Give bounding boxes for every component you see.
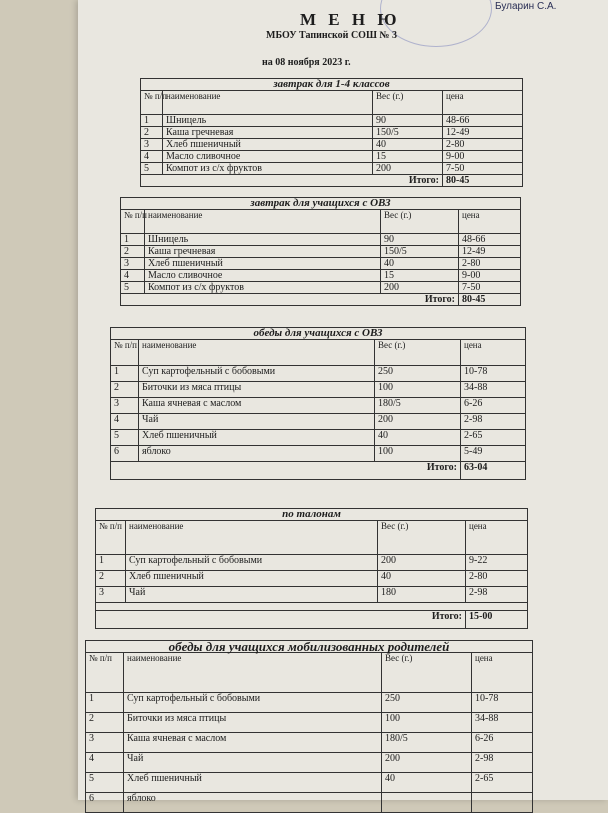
col-num: № п/п	[86, 653, 124, 693]
table-row: 1 Суп картофельный с бобовыми 200 9-22	[96, 555, 528, 571]
table-row: 3 Каша ячневая с маслом 180/5 6-26	[86, 733, 533, 753]
table-row: 2 Хлеб пшеничный 40 2-80	[96, 571, 528, 587]
table-row: 3 Каша ячневая с маслом 180/5 6-26	[111, 398, 526, 414]
table-row: 3 Чай 180 2-98	[96, 587, 528, 603]
menu-date: на 08 ноября 2023 г.	[262, 57, 351, 68]
table-row: 2 Каша гречневая 150/5 12-49	[141, 127, 523, 139]
total-value: 63-04	[461, 462, 526, 480]
section-breakfast-1-4	[140, 78, 470, 187]
approver-signature: Буларин С.А.	[495, 1, 557, 12]
col-weight: Вес (г.)	[382, 653, 472, 693]
col-num: № п/п	[96, 521, 126, 555]
table-row: 5 Хлеб пшеничный 40 2-65	[86, 773, 533, 793]
total-value: 80-45	[459, 294, 521, 306]
col-name: наименование	[139, 340, 375, 366]
col-num: № п/п	[121, 210, 145, 234]
col-price: цена	[443, 91, 523, 115]
table-row: 4 Масло сливочное 15 9-00	[141, 151, 523, 163]
section-title: по талонам	[96, 509, 528, 521]
table-row: 6 яблоко	[86, 793, 533, 813]
col-weight: Вес (г.)	[378, 521, 466, 555]
section-title: обеды для учащихся мобилизованных родителей	[86, 641, 533, 653]
table-row: 1 Шницель 90 48-66	[121, 234, 521, 246]
col-num: № п/п	[141, 91, 163, 115]
table-row: 5 Компот из с/х фруктов 200 7-50	[141, 163, 523, 175]
total-label: Итого:	[141, 175, 443, 187]
section-lunch-mobilized	[85, 640, 532, 813]
table-row: 3 Хлеб пшеничный 40 2-80	[141, 139, 523, 151]
table-row: 2 Биточки из мяса птицы 100 34-88	[111, 382, 526, 398]
section-coupons	[95, 508, 527, 629]
total-value: 15-00	[466, 611, 528, 629]
col-price: цена	[472, 653, 533, 693]
table-row: 5 Хлеб пшеничный 40 2-65	[111, 430, 526, 446]
section-title: завтрак для 1-4 классов	[141, 79, 523, 91]
table-row: 1 Суп картофельный с бобовыми 250 10-78	[111, 366, 526, 382]
table-row: 2 Каша гречневая 150/5 12-49	[121, 246, 521, 258]
section-title: завтрак для учащихся с ОВЗ	[121, 198, 521, 210]
col-price: цена	[466, 521, 528, 555]
col-price: цена	[459, 210, 521, 234]
table-row: 5 Компот из с/х фруктов 200 7-50	[121, 282, 521, 294]
table-row: 1 Шницель 90 48-66	[141, 115, 523, 127]
col-weight: Вес (г.)	[381, 210, 459, 234]
school-name: МБОУ Тапинской СОШ № 3	[266, 30, 397, 41]
table-row: 6 яблоко 100 5-49	[111, 446, 526, 462]
total-label: Итого:	[111, 462, 461, 480]
menu-title: М Е Н Ю	[300, 10, 401, 29]
total-label: Итого:	[121, 294, 459, 306]
col-price: цена	[461, 340, 526, 366]
col-name: наименование	[124, 653, 382, 693]
col-weight: Вес (г.)	[375, 340, 461, 366]
col-name: наименование	[163, 91, 373, 115]
col-name: наименование	[126, 521, 378, 555]
col-name: наименование	[145, 210, 381, 234]
table-row: 3 Хлеб пшеничный 40 2-80	[121, 258, 521, 270]
section-title: обеды для учащихся с ОВЗ	[111, 328, 526, 340]
col-weight: Вес (г.)	[373, 91, 443, 115]
table-row: 1 Суп картофельный с бобовыми 250 10-78	[86, 693, 533, 713]
table-row: 4 Чай 200 2-98	[86, 753, 533, 773]
table-row: 4 Чай 200 2-98	[111, 414, 526, 430]
col-num: № п/п	[111, 340, 139, 366]
total-value: 80-45	[443, 175, 523, 187]
section-lunch-ovz	[110, 327, 525, 480]
table-row: 2 Биточки из мяса птицы 100 34-88	[86, 713, 533, 733]
section-breakfast-ovz	[120, 197, 520, 306]
table-row: 4 Масло сливочное 15 9-00	[121, 270, 521, 282]
total-label: Итого:	[96, 611, 466, 629]
